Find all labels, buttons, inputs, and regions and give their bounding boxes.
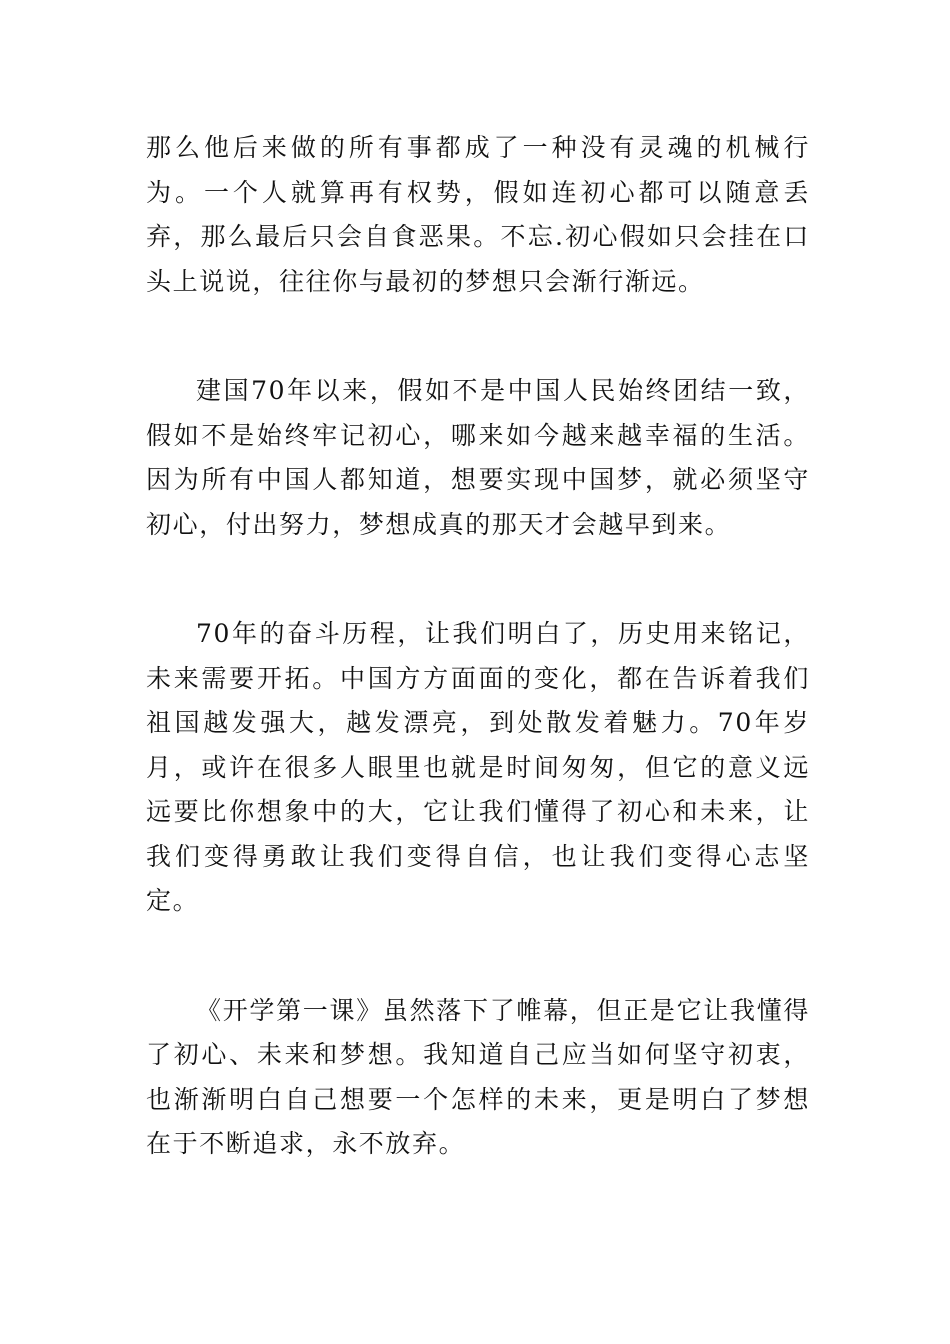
line: 《开学第一课》虽然落下了帷幕，但正是它让我懂得: [196, 995, 810, 1025]
line: 越发强大，越发漂亮，到处散发着魅力。70年岁月，或许: [146, 708, 811, 782]
line: 让我们变得自信，也让我们变得心志坚定。: [146, 841, 810, 915]
line: 最后只会自食恶果。不忘.初心假如只会挂在口头上说说，: [146, 222, 810, 296]
document-body: [146, 126, 810, 1167]
line: 在很多人眼里也就是时间匆匆，但它的意义远远要比你想: [146, 752, 810, 826]
line: 如不是始终牢记初心，哪来如今越来越幸福的生活。因为: [146, 420, 810, 494]
paragraph-1: [146, 126, 810, 304]
paragraph-spacer: [146, 547, 810, 612]
line: 所有中国人都知道，想要实现中国梦，就必须坚守初心，: [146, 465, 811, 539]
line: 建国70年以来，假如不是中国人民始终团结一致，假: [146, 376, 810, 450]
line: 来需要开拓。中国方方面面的变化，都在告诉着我们祖国: [146, 663, 810, 737]
line: 渐渐明白自己想要一个怎样的未来，更是明白了梦想在于: [146, 1084, 810, 1158]
line: 那么他后来做的所有事都成了一种没有灵魂的机械行为。: [146, 133, 810, 207]
paragraph-4: [146, 989, 810, 1167]
paragraph-spacer: [146, 924, 810, 989]
line: 往往你与最初的梦想只会渐行渐远。: [279, 266, 705, 296]
line: 不断追求，永不放弃。: [199, 1129, 466, 1158]
line: 象中的大，它让我们懂得了初心和未来，让我们变得勇敢: [146, 797, 810, 871]
line: 了初心、未来和梦想。我知道自己应当如何坚守初衷，也: [146, 1040, 810, 1114]
paragraph-spacer: [146, 304, 810, 369]
line: 70年的奋斗历程，让我们明白了，历史用来铭记，未: [146, 619, 810, 693]
paragraph-3: [146, 612, 810, 924]
paragraph-2: [146, 369, 810, 547]
line: 一个人就算再有权势，假如连初心都可以随意丢弃，那么: [146, 177, 810, 251]
line: 付出努力，梦想成真的那天才会越早到来。: [225, 509, 732, 539]
